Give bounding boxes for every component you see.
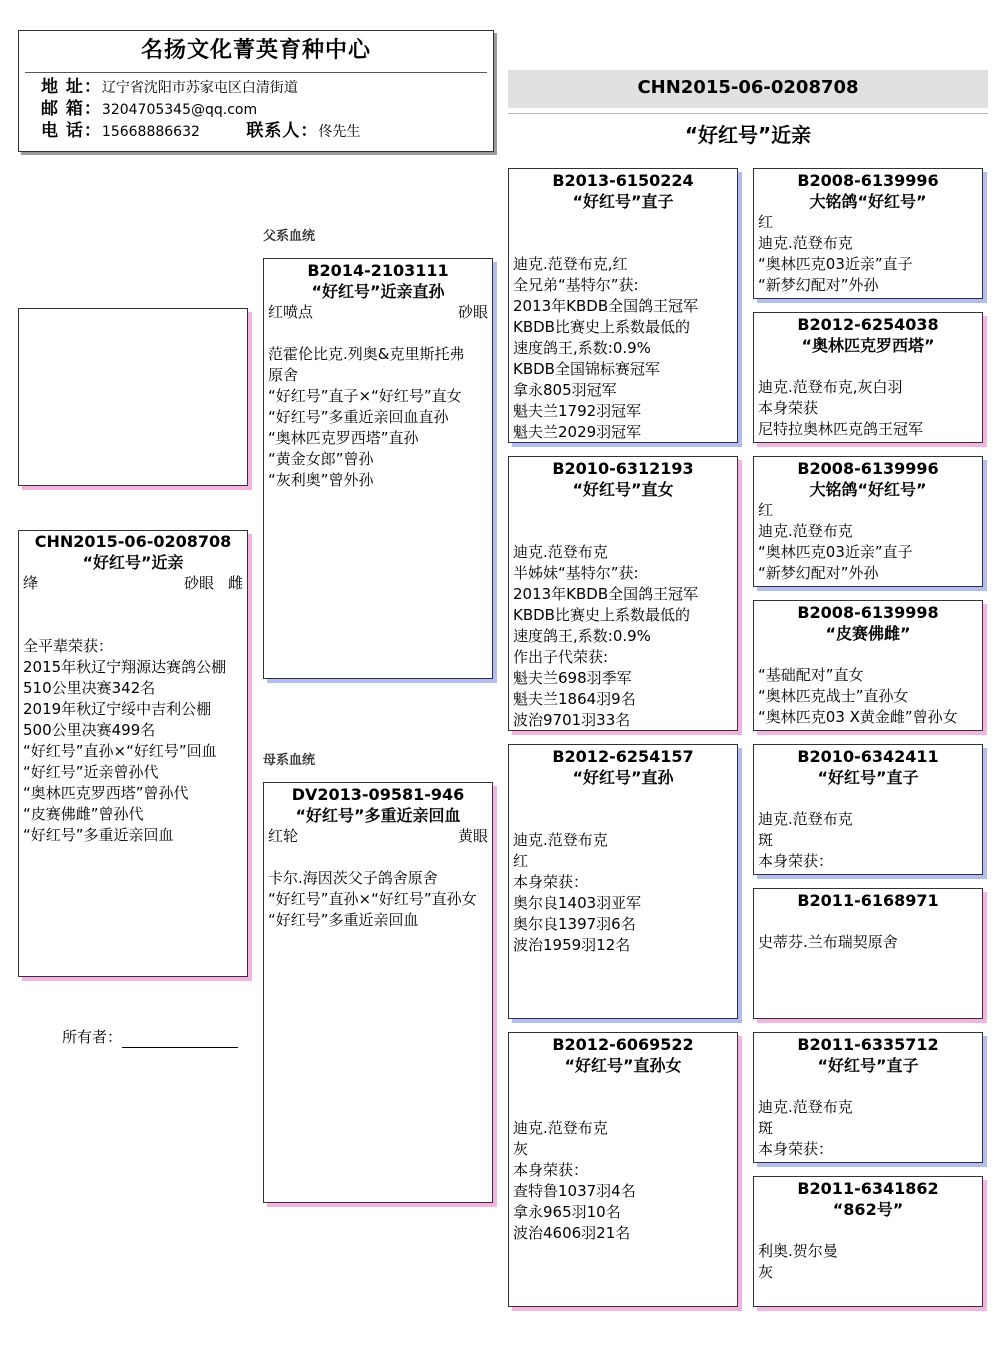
subject-honor-line: 2019年秋辽宁绥中吉利公棚	[23, 700, 212, 718]
great-grandparent-card	[753, 456, 983, 587]
gen3-note-line: 迪克.范登布克,灰白羽	[758, 378, 903, 396]
gen3-note-line: 红	[758, 501, 774, 519]
gen2-note-line: 魁夫兰2029羽冠军	[513, 423, 642, 441]
gen2-note-line: 2013年KBDB全国鸽王冠军	[513, 585, 699, 603]
email-label: 邮 箱：	[41, 99, 102, 119]
gen2-name: “好红号”直孙	[572, 768, 674, 787]
gen2-note-line: 魁夫兰1792羽冠军	[513, 402, 642, 420]
gen2-note-line: KBDB比赛史上系数最低的	[513, 606, 690, 624]
gen3-ring-id: B2008-6139996	[797, 459, 939, 478]
gen2-note-line: KBDB全国锦标赛冠军	[513, 360, 660, 378]
gen3-note-line: 本身荣获：	[758, 852, 834, 870]
gen2-notes	[509, 254, 737, 443]
gen2-note-line: 魁夫兰698羽季军	[513, 669, 632, 687]
subject-name: “好红号”近亲	[82, 553, 184, 572]
gen2-note-line: KBDB比赛史上系数最低的	[513, 318, 690, 336]
address-value: 辽宁省沈阳市苏家屯区白清街道	[101, 80, 298, 96]
gen3-note-line	[754, 644, 982, 665]
gen2-note-line: 奥尔良1403羽亚军	[513, 894, 642, 912]
gen2-note-line: 全兄弟“基特尔”获:	[513, 276, 639, 294]
gen2-note-line: 迪克.范登布克	[513, 1119, 608, 1137]
email-row	[19, 99, 493, 121]
gen2-ring-id: B2010-6312193	[552, 459, 694, 478]
sire-eye: 砂眼	[457, 303, 488, 321]
gen2-note-line: 2013年KBDB全国鸽王冠军	[513, 297, 699, 315]
gen2-note-line: 魁夫兰1864羽9名	[513, 690, 636, 708]
breeder-header-card	[18, 30, 494, 152]
subject-honor-line: 500公里决赛499名	[23, 721, 156, 739]
gen3-notes	[754, 356, 982, 440]
gen3-note-line: 本身荣获	[758, 399, 819, 417]
gen3-note-line: “奥林匹克战士”直孙女	[758, 687, 909, 705]
phone-row	[19, 121, 493, 143]
gen3-note-line: “奥林匹克03 X黄金雌”曾孙女	[758, 708, 958, 726]
subject-attributes	[19, 573, 247, 594]
gen3-notes	[754, 1076, 982, 1160]
gen3-notes	[754, 212, 982, 296]
subject-honor-line: “皮赛佛雌”曾孙代	[23, 805, 144, 823]
sire-card	[263, 258, 493, 679]
gen2-ring-id: B2012-6254157	[552, 747, 694, 766]
subject-ring-id: CHN2015-06-0208708	[34, 532, 232, 551]
email-value: 3204705345@qq.com	[101, 102, 258, 118]
breeder-title: 名扬文化菁英育种中心	[140, 38, 371, 63]
dam-ring-id: DV2013-09581-946	[291, 785, 465, 804]
gen3-note-line: 迪克.范登布克	[758, 1098, 853, 1116]
sire-attributes	[264, 302, 492, 323]
sire-ring-id: B2014-2103111	[307, 261, 449, 280]
gen2-ring-id: B2012-6069522	[552, 1035, 694, 1054]
owner-label: 所有者：	[62, 1028, 123, 1046]
gen3-name: “皮赛佛雌”	[825, 624, 911, 643]
phone-value: 15668886632	[101, 124, 200, 140]
subject-honor-line: “好红号”近亲曾孙代	[23, 763, 159, 781]
gen3-note-line: 迪克.范登布克	[758, 810, 853, 828]
dam-note-line: “好红号”多重近亲回血	[268, 911, 419, 929]
sire-note-line: 原舍	[268, 366, 299, 384]
gen3-ring-id: B2011-6335712	[797, 1035, 939, 1054]
sire-notes	[264, 344, 492, 491]
gen2-note-line: 半姊妹“基特尔”获:	[513, 564, 639, 582]
dam-note-line: 卡尔.海因茨父子鸽舍原舍	[268, 869, 438, 887]
gen2-note-line: 本身荣获：	[513, 873, 589, 891]
gen2-notes	[509, 542, 737, 731]
ring-band-underline	[508, 113, 988, 114]
gen3-ring-id: B2011-6168971	[797, 891, 939, 910]
great-grandparent-card	[753, 168, 983, 299]
gen3-note-line: “基础配对”直女	[758, 666, 864, 684]
great-grandparent-card	[753, 1176, 983, 1307]
granddam-maternal-card	[508, 1032, 738, 1307]
maternal-section-label: 母系血统	[263, 753, 316, 768]
gen3-note-line: 红	[758, 213, 774, 231]
subject-pigeon-card	[18, 530, 248, 977]
gen3-note-line	[754, 911, 982, 932]
gen3-ring-id: B2011-6341862	[797, 1179, 939, 1198]
sire-name: “好红号”近亲直孙	[311, 282, 445, 301]
gen2-name: “好红号”直孙女	[564, 1056, 682, 1075]
gen3-name: 大铭鸽“好红号”	[809, 192, 927, 211]
gen3-name: “奥林匹克罗西塔”	[801, 336, 935, 355]
dam-color: 红轮	[268, 827, 299, 845]
subject-sex: 雌	[227, 574, 243, 592]
gen3-ring-id: B2012-6254038	[797, 315, 939, 334]
great-grandparent-card	[753, 1032, 983, 1163]
gen3-note-line: “奥林匹克03近亲”直子	[758, 543, 913, 561]
gen2-note-line: 红	[513, 852, 529, 870]
gen3-note-line: “新梦幻配对”外孙	[758, 276, 879, 294]
grandsire-paternal-card	[508, 168, 738, 443]
owner-blank-line[interactable]	[122, 1031, 238, 1048]
gen2-note-line: 波治9701羽33名	[513, 711, 631, 729]
gen3-name: “862号”	[832, 1200, 904, 1219]
gen3-notes	[754, 788, 982, 872]
gen2-notes	[509, 830, 737, 956]
subject-honor-line: “奥林匹克罗西塔”曾孙代	[23, 784, 189, 802]
gen2-note-line: 速度鸽王,系数:0.9%	[513, 627, 651, 645]
great-grandparent-card	[753, 888, 983, 1019]
gen2-note-line: 本身荣获：	[513, 1161, 589, 1179]
gen2-note-line: 速度鸽王,系数:0.9%	[513, 339, 651, 357]
phone-label: 电 话：	[41, 121, 102, 141]
pigeon-title: “好红号”近亲	[684, 123, 812, 147]
gen3-note-line	[754, 788, 982, 809]
gen2-note-line: 波治4606羽21名	[513, 1224, 631, 1242]
owner-field	[62, 1027, 238, 1048]
gen3-notes	[754, 911, 982, 953]
gen3-note-line: 斑	[758, 831, 774, 849]
gen3-note-line: 尼特拉奥林匹克鸽王冠军	[758, 420, 924, 438]
gen3-note-line: 迪克.范登布克	[758, 234, 853, 252]
gen3-notes	[754, 644, 982, 728]
subject-honor-line: 2015年秋辽宁翔源达赛鸽公棚	[23, 658, 227, 676]
address-row	[19, 77, 493, 99]
great-grandparent-card	[753, 744, 983, 875]
great-grandparent-card	[753, 312, 983, 443]
gen2-name: “好红号”直子	[572, 192, 674, 211]
contact-value: 佟先生	[318, 124, 361, 140]
subject-honor-line: 510公里决赛342名	[23, 679, 156, 697]
dam-name: “好红号”多重近亲回血	[295, 806, 461, 825]
gen2-note-line: 波治1959羽12名	[513, 936, 631, 954]
contact-label: 联系人：	[246, 121, 319, 141]
gen2-note-line: 灰	[513, 1140, 529, 1158]
gen3-note-line: 迪克.范登布克	[758, 522, 853, 540]
grandsire-maternal-card	[508, 744, 738, 1019]
pigeon-photo-frame	[18, 308, 248, 486]
sire-note-line: “黄金女郎”曾孙	[268, 450, 374, 468]
paternal-section-label: 父系血统	[263, 229, 316, 244]
gen3-notes	[754, 1220, 982, 1283]
gen3-note-line: “奥林匹克03近亲”直子	[758, 255, 913, 273]
sire-note-line: “灰利奥”曾外孙	[268, 471, 374, 489]
gen3-ring-id: B2010-6342411	[797, 747, 939, 766]
address-label: 地 址：	[41, 77, 102, 97]
gen3-note-line	[754, 1076, 982, 1097]
gen3-name: “好红号”直子	[817, 768, 919, 787]
gen2-note-line: 奥尔良1397羽6名	[513, 915, 636, 933]
gen3-ring-id: B2008-6139998	[797, 603, 939, 622]
sire-note-line: 范霍伦比克.列奥&克里斯托弗	[268, 345, 465, 363]
gen3-note-line	[754, 1220, 982, 1241]
gen3-note-line: 斑	[758, 1119, 774, 1137]
gen3-note-line: “新梦幻配对”外孙	[758, 564, 879, 582]
subject-honor-line: “好红号”直孙×“好红号”回血	[23, 742, 217, 760]
gen3-note-line: 利奥.贺尔曼	[758, 1242, 838, 1260]
subject-color: 绛	[23, 574, 39, 592]
header-divider	[25, 72, 487, 73]
sire-note-line: “好红号”多重近亲回血直孙	[268, 408, 449, 426]
gen2-note-line: 迪克.范登布克	[513, 831, 608, 849]
gen3-note-line: 灰	[758, 1263, 774, 1281]
sire-note-line: “奥林匹克罗西塔”直孙	[268, 429, 419, 447]
gen2-note-line: 迪克.范登布克,红	[513, 255, 628, 273]
subject-honor-line: 全平辈荣获：	[23, 637, 114, 655]
subject-honors	[19, 636, 247, 846]
gen3-ring-id: B2008-6139996	[797, 171, 939, 190]
gen3-notes	[754, 500, 982, 584]
gen2-note-line: 拿永965羽10名	[513, 1203, 621, 1221]
ring-number-band: CHN2015-06-0208708	[508, 70, 988, 108]
dam-card	[263, 782, 493, 1203]
gen2-note-line: 查特鲁1037羽4名	[513, 1182, 636, 1200]
dam-eye: 黄眼	[457, 827, 488, 845]
gen2-name: “好红号”直女	[572, 480, 674, 499]
gen3-note-line: 本身荣获：	[758, 1140, 834, 1158]
sire-color: 红喷点	[268, 303, 314, 321]
subject-honor-line: “好红号”多重近亲回血	[23, 826, 174, 844]
gen3-note-line: 史蒂芬.兰布瑞契原舍	[758, 933, 898, 951]
great-grandparent-card	[753, 600, 983, 731]
dam-attributes	[264, 826, 492, 847]
gen2-ring-id: B2013-6150224	[552, 171, 694, 190]
granddam-paternal-card	[508, 456, 738, 731]
gen2-note-line: 作出子代荣获:	[513, 648, 609, 666]
sire-note-line: “好红号”直子×“好红号”直女	[268, 387, 462, 405]
gen2-note-line: 迪克.范登布克	[513, 543, 608, 561]
dam-note-line: “好红号”直孙×“好红号”直孙女	[268, 890, 477, 908]
gen3-name: 大铭鸽“好红号”	[809, 480, 927, 499]
dam-notes	[264, 868, 492, 931]
gen2-note-line: 拿永805羽冠军	[513, 381, 617, 399]
subject-eye: 砂眼	[183, 574, 214, 592]
gen3-note-line	[754, 356, 982, 377]
gen2-notes	[509, 1118, 737, 1244]
gen3-name: “好红号”直子	[817, 1056, 919, 1075]
